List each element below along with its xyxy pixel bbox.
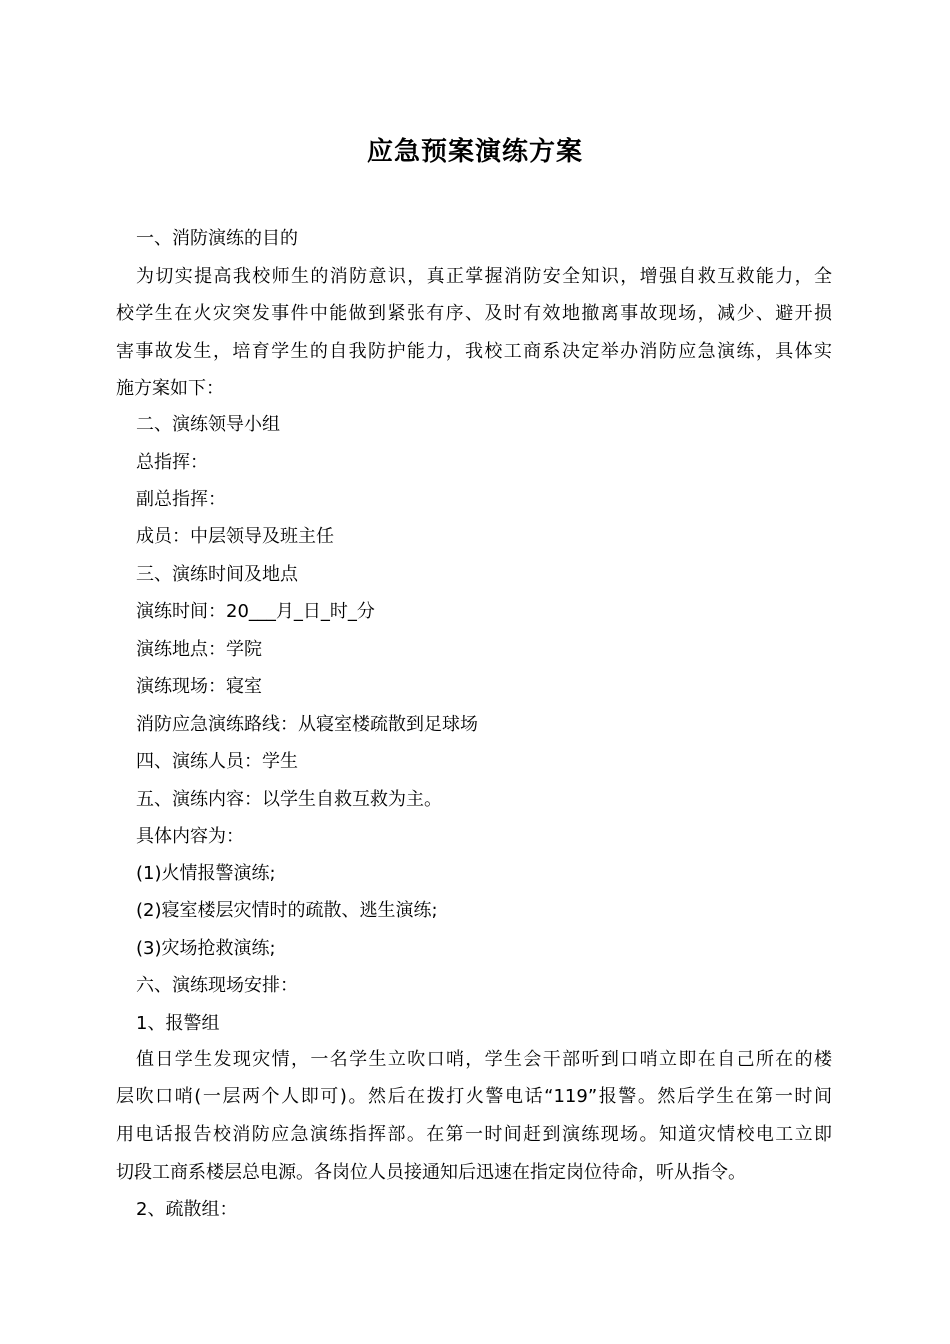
list-item: (3)灾场抢救演练; bbox=[136, 938, 276, 959]
subsection-heading: 2、疏散组： bbox=[136, 1199, 238, 1220]
paragraph-line: 校学生在火灾突发事件中能做到紧张有序、及时有效地撤离事故现场，减少、避开损 bbox=[116, 303, 832, 324]
text-line: 具体内容为： bbox=[136, 826, 244, 847]
paragraph-line: 层吹口哨(一层两个人即可)。然后在拨打火警电话“119”报警。然后学生在第一时间 bbox=[116, 1086, 832, 1107]
section-heading-leadership: 二、演练领导小组 bbox=[136, 414, 280, 435]
text-line: 成员：中层领导及班主任 bbox=[136, 526, 334, 547]
section-heading-arrangement: 六、演练现场安排： bbox=[136, 975, 298, 996]
text-line: 演练地点：学院 bbox=[136, 639, 262, 660]
text-line: 总指挥： bbox=[136, 452, 208, 473]
text-line: 消防应急演练路线：从寝室楼疏散到足球场 bbox=[136, 714, 478, 735]
text-line: 演练时间：20___月_日_时_分 bbox=[136, 601, 375, 622]
paragraph-line: 害事故发生，培育学生的自我防护能力，我校工商系决定举办消防应急演练，具体实 bbox=[116, 341, 832, 362]
subsection-heading: 1、报警组 bbox=[136, 1013, 220, 1034]
paragraph-line: 用电话报告校消防应急演练指挥部。在第一时间赶到演练现场。知道灾情校电工立即 bbox=[116, 1124, 832, 1145]
paragraph-line: 施方案如下： bbox=[116, 378, 224, 399]
document-title: 应急预案演练方案 bbox=[366, 137, 583, 167]
section-heading-content: 五、演练内容：以学生自救互救为主。 bbox=[136, 789, 442, 810]
text-line: 副总指挥： bbox=[136, 489, 226, 510]
paragraph-line: 值日学生发现灾情，一名学生立吹口哨，学生会干部听到口哨立即在自己所在的楼 bbox=[136, 1049, 832, 1070]
list-item: (1)火情报警演练; bbox=[136, 863, 276, 884]
list-item: (2)寝室楼层灾情时的疏散、逃生演练; bbox=[136, 900, 438, 921]
section-heading-personnel: 四、演练人员：学生 bbox=[136, 751, 298, 772]
paragraph-line: 为切实提高我校师生的消防意识，真正掌握消防安全知识，增强自救互救能力，全 bbox=[136, 266, 832, 287]
section-heading-time-place: 三、演练时间及地点 bbox=[136, 564, 298, 585]
paragraph-line: 切段工商系楼层总电源。各岗位人员接通知后迅速在指定岗位待命，听从指令。 bbox=[116, 1162, 746, 1183]
text-line: 演练现场：寝室 bbox=[136, 676, 262, 697]
section-heading-purpose: 一、消防演练的目的 bbox=[136, 228, 298, 249]
